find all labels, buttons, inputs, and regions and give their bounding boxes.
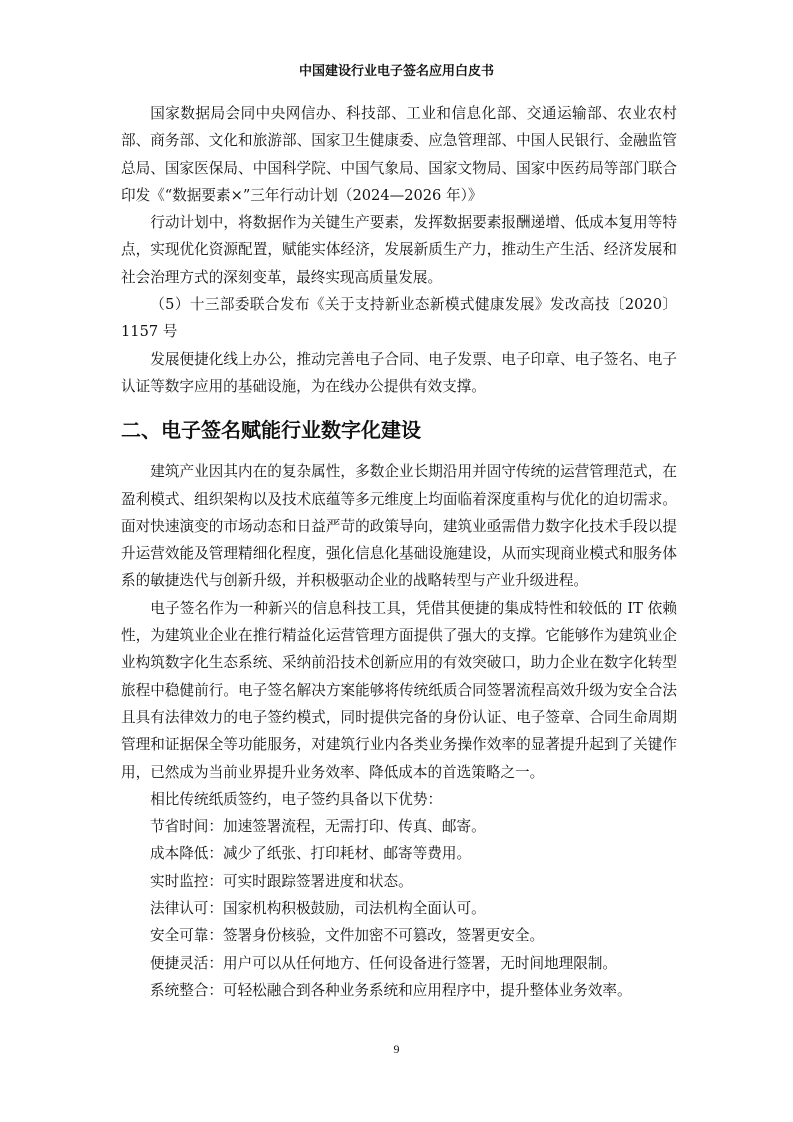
paragraph-policy-5: （5）十三部委联合发布《关于支持新业态新模式健康发展》发改高技〔2020〕1157 号 — [121, 296, 677, 341]
advantage-item: 便捷灵活：用户可以从任何地方、任何设备进行签署，无时间地理限制。 — [150, 954, 618, 972]
advantage-item: 成本降低：减少了纸张、打印耗材、邮寄等费用。 — [150, 845, 472, 863]
advantage-item: 实时监控：可实时跟踪签署进度和状态。 — [150, 872, 413, 890]
advantage-item: 安全可靠：签署身份核验，文件加密不可篡改，签署更安全。 — [150, 927, 545, 945]
advantage-item: 节省时间：加速签署流程，无需打印、传真、邮寄。 — [150, 818, 486, 836]
paragraph-online-office: 发展便捷化线上办公，推动完善电子合同、电子发票、电子印章、电子签名、电子认证等数字应用的基础设施，为在线办公提供有效支撑。 — [121, 350, 677, 395]
paragraph-action-plan: 行动计划中，将数据作为关键生产要素，发挥数据要素报酬递增、低成本复用等特点，实现优化资源配置，赋能实体经济，发展新质生产力，推动生产生活、经济发展和社会治理方式的深刻变革，最终实现高质量发展。 — [121, 214, 677, 286]
paragraph-advantages-intro: 相比传统纸质签约，电子签约具备以下优势： — [150, 790, 443, 808]
section-heading: 二、电子签名赋能行业数字化建设 — [121, 418, 421, 443]
advantage-item: 系统整合：可轻松融合到各种业务系统和应用程序中，提升整体业务效率。 — [150, 981, 632, 999]
page-number: 9 — [393, 1042, 400, 1056]
advantage-item: 法律认可：国家机构积极鼓励，司法机构全面认可。 — [150, 900, 486, 918]
paragraph-data-agencies: 国家数据局会同中央网信办、科技部、工业和信息化部、交通运输部、农业农村部、商务部、文化和旅游部、国家卫生健康委、应急管理部、中国人民银行、金融监管总局、国家医保局、中国科学院、中国气象局、国家文物局、国家中医药局等部门联合印发《“数据要素×”三年行动计划（2024—2026 年）》 — [121, 105, 677, 204]
document-header: 中国建设行业电子签名应用白皮书 — [298, 64, 494, 79]
document-body — [121, 100, 677, 1004]
paragraph-construction-industry: 建筑产业因其内在的复杂属性，多数企业长期沿用并固守传统的运营管理范式，在盈利模式、组织架构以及技术底蕴等多元维度上均面临着深度重构与优化的迫切需求。面对快速演变的市场动态和日益严苛的政策导向，建筑业亟需借力数字化技术手段以提升运营效能及管理精细化程度，强化信息化基础设施建设，从而实现商业模式和服务体系的敏捷迭代与创新升级，并积极驱动企业的战略转型与产业升级进程。 — [121, 463, 677, 590]
paragraph-electronic-signature: 电子签名作为一种新兴的信息科技工具，凭借其便捷的集成特性和较低的 IT 依赖性，为建筑业企业在推行精益化运营管理方面提供了强大的支撑。它能够作为建筑业企业构筑数字化生态系统、采纳前沿技术创新应用的有效突破口，助力企业在数字化转型旅程中稳健前行。电子签名解决方案能够将传统纸质合同签署流程高效升级为安全合法且具有法律效力的电子签约模式，同时提供完备的身份认证、电子签章、合同生命周期管理和证据保全等功能服务，对建筑行业内各类业务操作效率的显著提升起到了关键作用，已然成为当前业界提升业务效率、降低成本的首选策略之一。 — [121, 599, 677, 781]
